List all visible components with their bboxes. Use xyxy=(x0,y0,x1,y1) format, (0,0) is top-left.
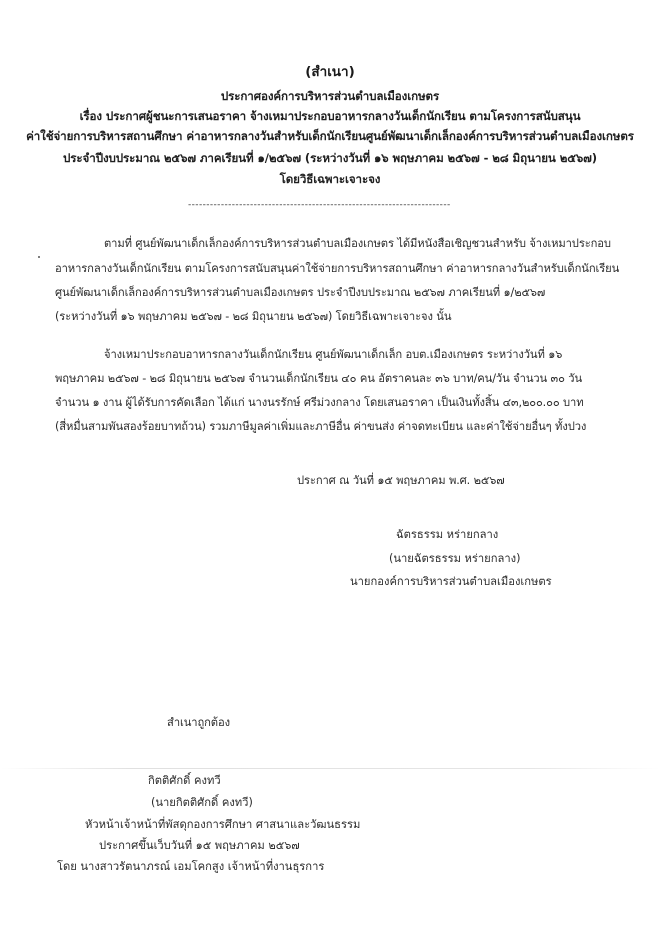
scan-dot xyxy=(38,256,40,258)
certifier-position: หัวหน้าเจ้าหน้าที่พัสดุกองการศึกษา ศาสนาและวัฒนธรรม xyxy=(85,818,361,831)
certifier-name: (นายกิตติศักดิ์ คงทวี) xyxy=(151,796,253,809)
paragraph-1-line: ตามที่ ศูนย์พัฒนาเด็กเล็กองค์การบริหารส่วนตำบลเมืองเกษตร ได้มีหนังสือเชิญชวนสำหรับ จ้างเหมาประกอบ xyxy=(104,237,611,250)
paragraph-1-line: (ระหว่างวันที่ ๑๖ พฤษภาคม ๒๕๖๗ - ๒๘ มิถุนายน ๒๕๖๗) โดยวิธีเฉพาะเจาะจง นั้น xyxy=(55,310,452,323)
announcement-date: ประกาศ ณ วันที่ ๑๕ พฤษภาคม พ.ศ. ๒๕๖๗ xyxy=(297,474,505,487)
signer-name: (นายฉัตรธรรม หร่ายกลาง) xyxy=(389,552,521,565)
copy-label: (สำเนา) xyxy=(305,64,355,80)
announcement-title: ประกาศองค์การบริหารส่วนตำบลเมืองเกษตร xyxy=(220,89,440,103)
signer-position: นายกองค์การบริหารส่วนตำบลเมืองเกษตร xyxy=(350,575,552,588)
subject-line-2: ค่าใช้จ่ายการบริหารสถานศึกษา ค่าอาหารกลางวันสำหรับเด็กนักเรียนศูนย์พัฒนาเด็กเล็กองค์การบริหารส่วนตำบลเมืองเกษตร xyxy=(26,129,634,143)
certified-copy-label: สำเนาถูกต้อง xyxy=(167,716,230,729)
paragraph-1-line: ศูนย์พัฒนาเด็กเล็กองค์การบริหารส่วนตำบลเมืองเกษตร ประจำปีงบประมาณ ๒๕๖๗ ภาคเรียนที่ ๑/๒๕๖๗ xyxy=(55,286,546,299)
paragraph-2-line: จ้างเหมาประกอบอาหารกลางวันเด็กนักเรียน ศูนย์พัฒนาเด็กเล็ก อบต.เมืองเกษตร ระหว่างวันที่ ๑๖ xyxy=(104,348,563,361)
subject-line-3: ประจำปีงบประมาณ ๒๕๖๗ ภาคเรียนที่ ๑/๒๕๖๗ (ระหว่างวันที่ ๑๖ พฤษภาคม ๒๕๖๗ - ๒๘ มิถุนายน ๒๕๖๗) xyxy=(63,151,597,165)
signer-signature: ฉัตรธรรม หร่ายกลาง xyxy=(396,528,499,541)
procurement-method: โดยวิธีเฉพาะเจาะจง xyxy=(279,172,381,186)
certifier-signature: กิตติศักดิ์ คงทวี xyxy=(148,774,221,787)
scan-divider xyxy=(0,768,660,769)
header-divider: ------------------------------------------------------------------------ xyxy=(188,200,451,210)
paragraph-1-line: อาหารกลางวันเด็กนักเรียน ตามโครงการสนับสนุนค่าใช้จ่ายการบริหารสถานศึกษา ค่าอาหารกลางวันสำหรับเด็กนักเรียน xyxy=(55,262,620,275)
posted-by: โดย นางสาวรัตนาภรณ์ เอมโคกสูง เจ้าหน้าที่งานธุรการ xyxy=(57,860,325,873)
paragraph-2-line: (สี่หมื่นสามพันสองร้อยบาทถ้วน) รวมภาษีมูลค่าเพิ่มและภาษีอื่น ค่าขนส่ง ค่าจดทะเบียน และค่าใช้จ่ายอื่นๆ ทั้งปวง xyxy=(55,420,587,433)
web-posting-date: ประกาศขึ้นเว็บวันที่ ๑๕ พฤษภาคม ๒๕๖๗ xyxy=(99,839,300,852)
paragraph-2-line: พฤษภาคม ๒๕๖๗ - ๒๘ มิถุนายน ๒๕๖๗ จำนวนเด็กนักเรียน ๔๐ คน อัตราคนละ ๓๖ บาท/คน/วัน จำนวน ๓๐ วัน xyxy=(55,372,583,385)
subject-line: เรื่อง ประกาศผู้ชนะการเสนอราคา จ้างเหมาประกอบอาหารกลางวันเด็กนักเรียน ตามโครงการสนับสนุน xyxy=(79,109,581,123)
paragraph-2-line: จำนวน ๑ งาน ผู้ได้รับการคัดเลือก ได้แก่ นางนรรักษ์ ศรีม่วงกลาง โดยเสนอราคา เป็นเงินทั้งสิ้น ๔๓,๒๐๐.๐๐ บาท xyxy=(55,396,584,409)
